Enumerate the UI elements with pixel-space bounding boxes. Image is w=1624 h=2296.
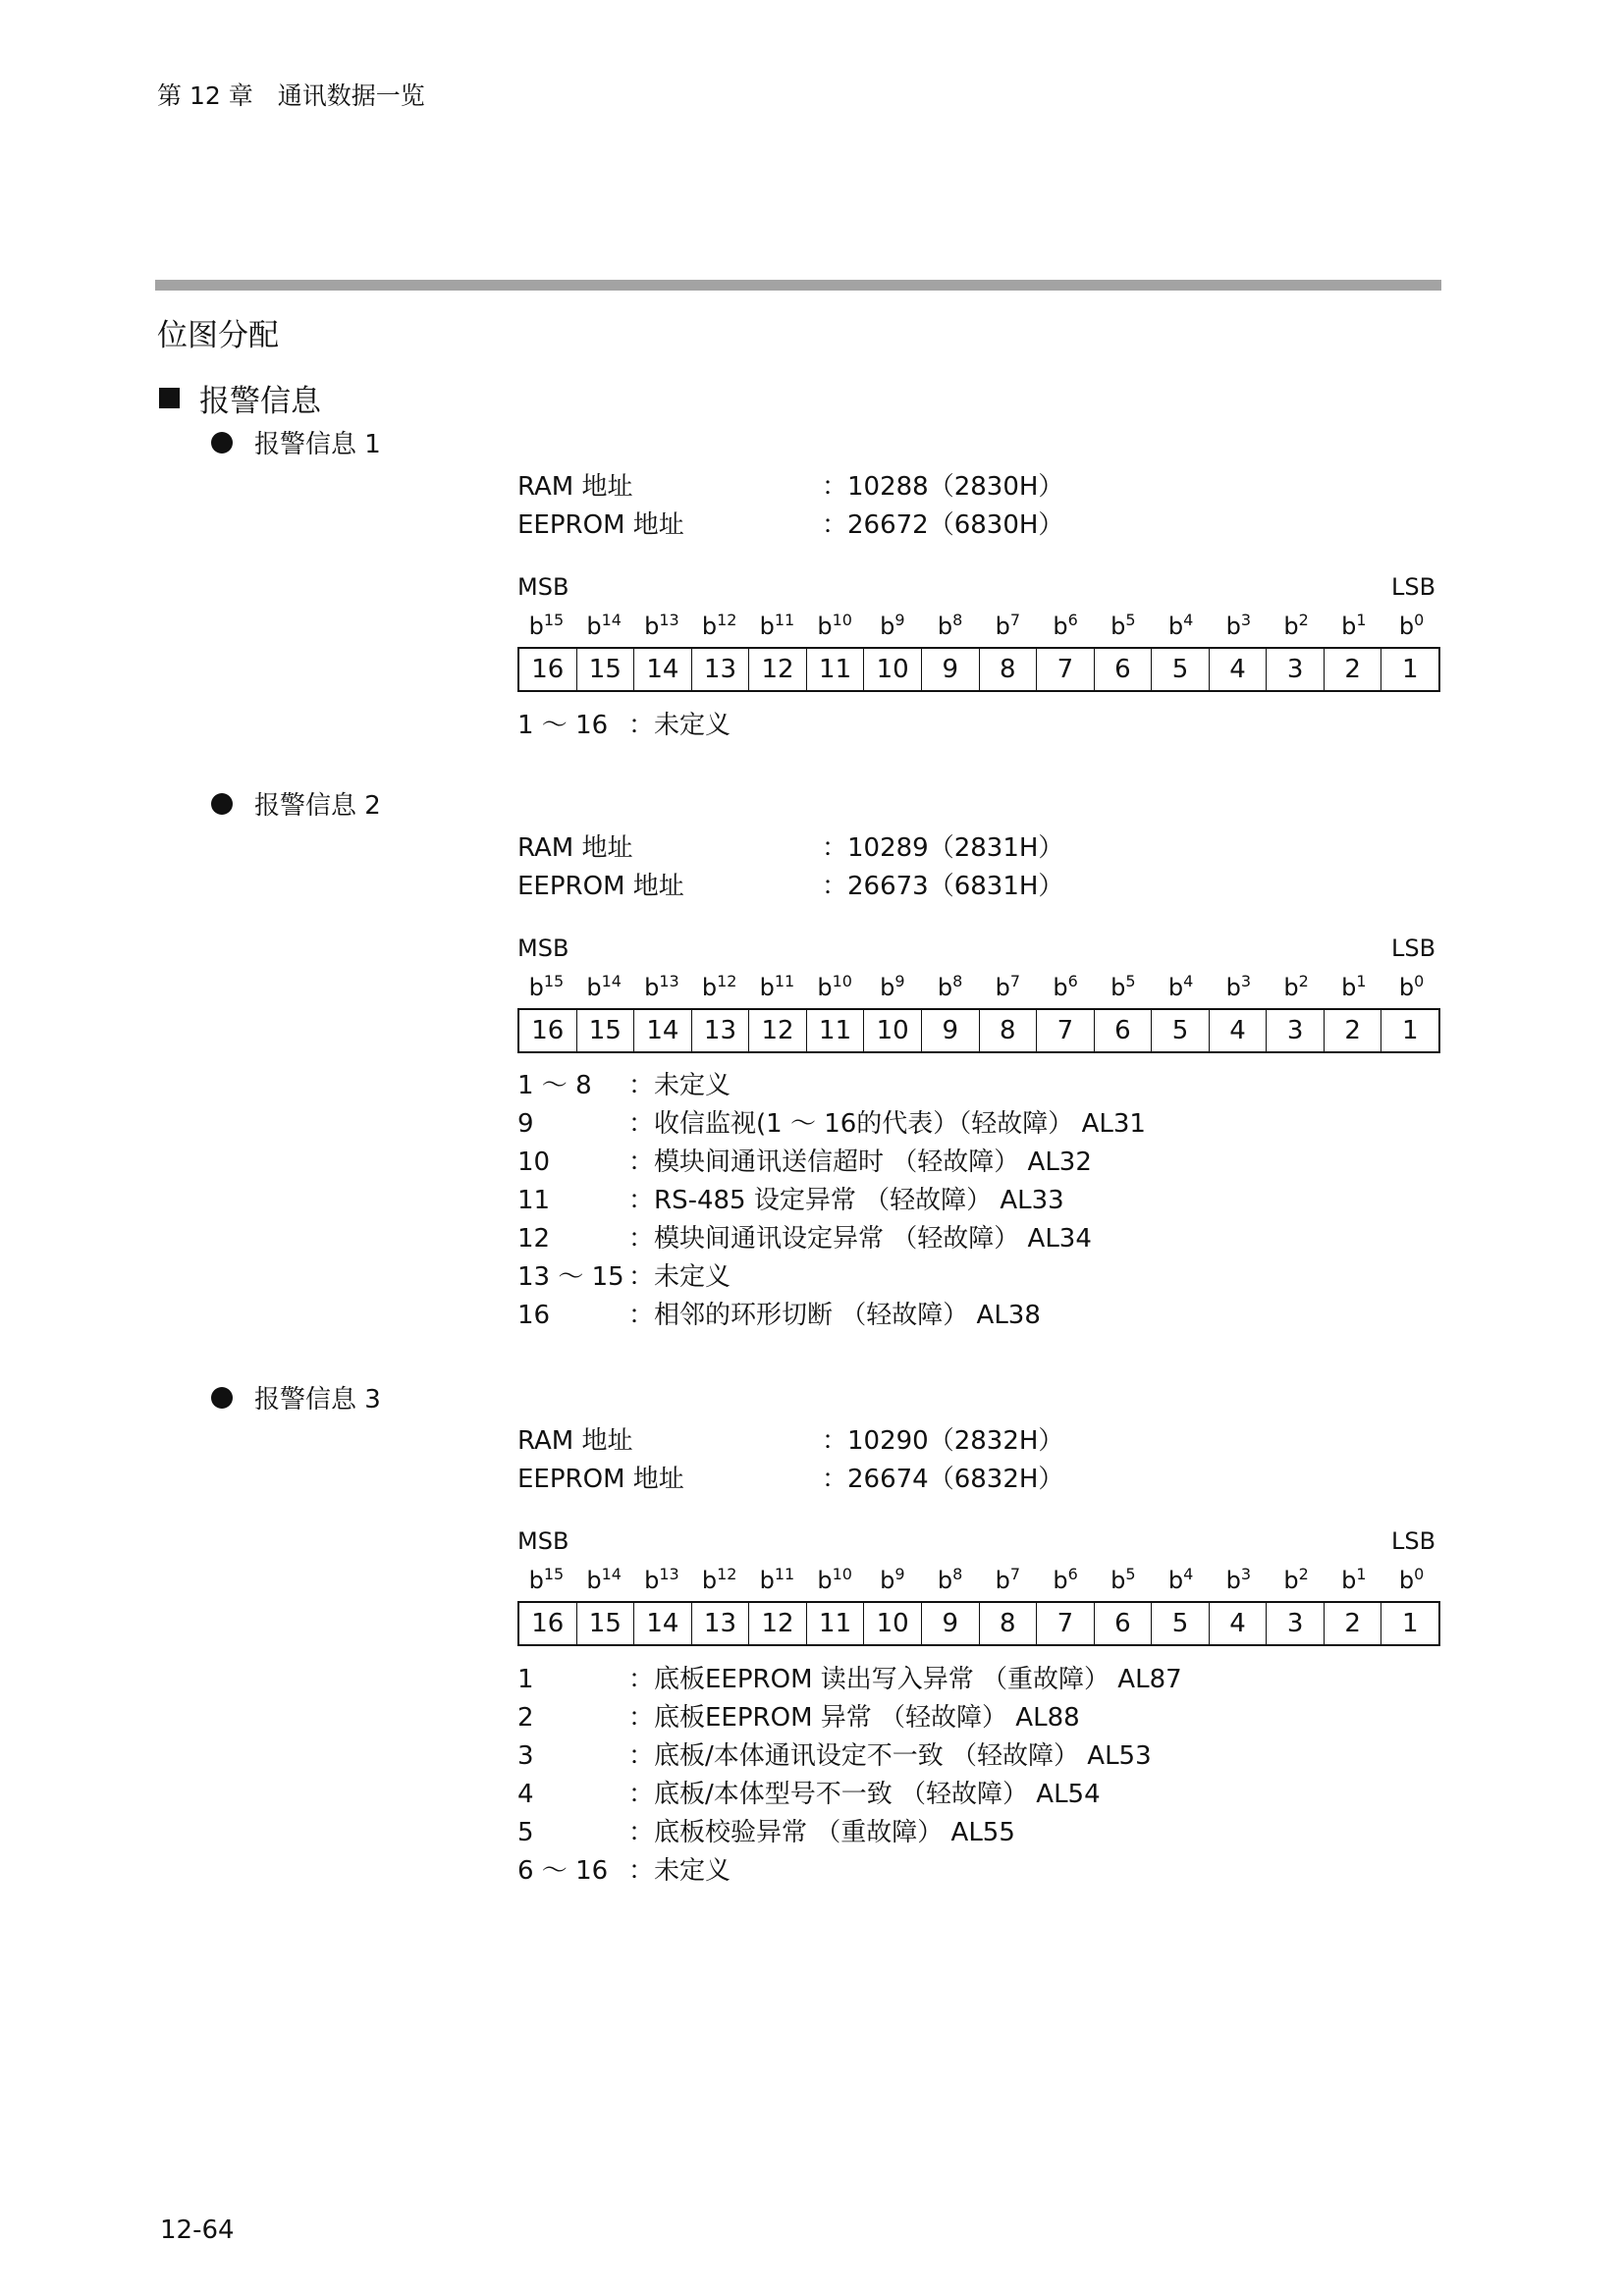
- bit-cell: 13: [691, 1010, 749, 1051]
- bit-cell: 15: [576, 1603, 634, 1644]
- bit-label: $b^7$: [995, 972, 1021, 1001]
- bit-label: $b^{14}$: [586, 972, 622, 1001]
- bit-index: 14: [601, 972, 622, 990]
- bit-cell: 5: [1151, 1603, 1209, 1644]
- bit-cell: 12: [748, 649, 806, 690]
- bit-index: 8: [952, 972, 963, 990]
- bit-cell: 4: [1209, 1603, 1267, 1644]
- bit-label: $b^8$: [937, 611, 963, 640]
- bit-label: $b^{14}$: [586, 1565, 622, 1594]
- definition-text: ：底板/本体型号不一致 （轻故障） AL54: [628, 1780, 1101, 1809]
- ram-address-label: RAM 地址: [517, 833, 633, 863]
- bit-label: $b^{15}$: [528, 1565, 565, 1594]
- definition-bits: 1 ～ 8: [517, 1071, 592, 1100]
- definition-row: [517, 1737, 1182, 1776]
- bit-label: $b^1$: [1341, 1565, 1367, 1594]
- ram-address-label: RAM 地址: [517, 472, 633, 502]
- bit-cell: 12: [748, 1010, 806, 1051]
- bit-index: 6: [1067, 972, 1078, 990]
- definition-bits: 5: [517, 1818, 534, 1847]
- bit-cell: 15: [576, 1010, 634, 1051]
- bit-index: 0: [1414, 972, 1425, 990]
- eeprom-address-label: EEPROM 地址: [517, 872, 684, 901]
- bit-label: $b^8$: [937, 972, 963, 1001]
- bit-label: $b^3$: [1225, 611, 1252, 640]
- ram-address-row: [517, 466, 1063, 503]
- bit-index: 10: [832, 611, 852, 629]
- bit-label: $b^7$: [995, 1565, 1021, 1594]
- definition-bits: 4: [517, 1780, 534, 1809]
- eeprom-address-label: EEPROM 地址: [517, 1465, 684, 1494]
- definition-row: [517, 1067, 1146, 1105]
- bit-cell: 14: [633, 1010, 691, 1051]
- bit-index: 2: [1298, 611, 1309, 629]
- bit-label: $b^5$: [1110, 972, 1136, 1001]
- bit-label: $b^{10}$: [817, 1565, 852, 1594]
- bit-index: 3: [1240, 972, 1252, 990]
- bit-cell: 11: [806, 1010, 864, 1051]
- bit-index: 9: [894, 972, 905, 990]
- block-title-text: 报警信息 2: [254, 791, 381, 821]
- bit-cell: 7: [1036, 1603, 1094, 1644]
- round-bullet-icon: [211, 1387, 233, 1409]
- chapter-header: 第 12 章 通讯数据一览: [157, 81, 425, 110]
- bit-index: 12: [717, 611, 737, 629]
- definition-text: ：相邻的环形切断 （轻故障） AL38: [628, 1301, 1041, 1330]
- bit-index: 0: [1414, 611, 1425, 629]
- bit-cell: 2: [1324, 1603, 1381, 1644]
- bit-label: $b^0$: [1398, 1565, 1425, 1594]
- eeprom-address-label: EEPROM 地址: [517, 510, 684, 540]
- definition-bits: 2: [517, 1703, 534, 1733]
- bit-cell: 16: [531, 1016, 565, 1045]
- bit-label: $b^6$: [1053, 611, 1078, 640]
- bit-label: $b^2$: [1283, 611, 1309, 640]
- bit-index: 14: [601, 1565, 622, 1583]
- section-divider: [155, 280, 1441, 291]
- bit-cell: 1: [1380, 649, 1438, 690]
- bit-cell: 2: [1324, 1010, 1381, 1051]
- bit-cell: 8: [979, 1603, 1037, 1644]
- bit-cell: 11: [806, 649, 864, 690]
- definition-text: ：收信监视(1 ～ 16的代表）（轻故障） AL31: [628, 1109, 1146, 1139]
- definition-row: [517, 1220, 1146, 1258]
- ram-address-row: [517, 828, 1063, 864]
- definition-text: ：模块间通讯设定异常 （轻故障） AL34: [628, 1224, 1092, 1254]
- definition-bits: 6 ～ 16: [517, 1856, 609, 1886]
- bit-label: $b^5$: [1110, 1565, 1136, 1594]
- bit-label: $b^3$: [1225, 972, 1252, 1001]
- eeprom-address-value: ：26673（6831H）: [822, 872, 1064, 901]
- bit-cell: 9: [921, 1603, 979, 1644]
- bit-index: 11: [774, 611, 795, 629]
- definition-text: ：模块间通讯送信超时 （轻故障） AL32: [628, 1148, 1092, 1177]
- bit-label: $b^{13}$: [644, 972, 679, 1001]
- definition-bits: 9: [517, 1109, 534, 1139]
- bit-label: $b^7$: [995, 611, 1021, 640]
- eeprom-address-row: [517, 866, 1063, 902]
- bit-cell: 6: [1094, 1603, 1152, 1644]
- definition-row: [517, 1105, 1146, 1144]
- bit-index: 3: [1240, 611, 1252, 629]
- bit-index: 7: [1009, 611, 1021, 629]
- definition-text: ：底板EEPROM 异常 （轻故障） AL88: [628, 1703, 1080, 1733]
- bit-index: 1: [1356, 1565, 1367, 1583]
- bit-label: $b^0$: [1398, 611, 1425, 640]
- bit-index: 5: [1125, 1565, 1136, 1583]
- bit-cell: 1: [1380, 1010, 1438, 1051]
- lsb-label: LSB: [1391, 573, 1436, 601]
- definition-row: [517, 1661, 1182, 1699]
- definition-row: [517, 1852, 1182, 1891]
- definition-text: ：未定义: [628, 1856, 731, 1886]
- bit-index: 6: [1067, 611, 1078, 629]
- definition-text: ：底板校验异常 （重故障） AL55: [628, 1818, 1015, 1847]
- bit-index: 7: [1009, 1565, 1021, 1583]
- bit-index: 10: [832, 972, 852, 990]
- bit-cell: 6: [1094, 1010, 1152, 1051]
- lsb-label: LSB: [1391, 934, 1436, 962]
- bit-label: $b^2$: [1283, 972, 1309, 1001]
- block-title-text: 报警信息 3: [254, 1385, 381, 1415]
- bit-index: 9: [894, 611, 905, 629]
- bit-label: $b^6$: [1053, 972, 1078, 1001]
- bit-index: 15: [543, 1565, 565, 1583]
- definition-text: ：未定义: [628, 1262, 731, 1292]
- bit-cell: 8: [979, 1010, 1037, 1051]
- definition-row: [517, 1182, 1146, 1220]
- bit-label: $b^{13}$: [644, 1565, 679, 1594]
- bit-label: $b^1$: [1341, 611, 1367, 640]
- bit-cell: 14: [633, 1603, 691, 1644]
- bit-label: $b^{15}$: [528, 611, 565, 640]
- bit-label: $b^3$: [1225, 1565, 1252, 1594]
- ram-address-value: ：10288（2830H）: [822, 472, 1064, 502]
- bit-index: 7: [1009, 972, 1021, 990]
- bit-cell: 16: [531, 655, 565, 684]
- bit-cell: 10: [863, 1010, 921, 1051]
- definition-bits: 1: [517, 1665, 534, 1694]
- bit-index: 1: [1356, 611, 1367, 629]
- bit-index: 13: [659, 1565, 679, 1583]
- definition-bits: 10: [517, 1148, 551, 1177]
- definition-row: [517, 707, 731, 745]
- bit-number-box: [517, 1008, 1440, 1053]
- bit-cell: 12: [748, 1603, 806, 1644]
- bit-definitions: [517, 1067, 1146, 1335]
- bit-label: $b^4$: [1167, 972, 1194, 1001]
- block-title-text: 报警信息 1: [254, 430, 381, 459]
- bit-cell: 10: [863, 1603, 921, 1644]
- bit-label: $b^{12}$: [701, 1565, 737, 1594]
- definition-row: [517, 1814, 1182, 1852]
- lsb-label: LSB: [1391, 1527, 1436, 1555]
- bit-index: 12: [717, 972, 737, 990]
- eeprom-address-row: [517, 1459, 1063, 1495]
- page-number: 12-64: [160, 2216, 235, 2245]
- bit-index: 5: [1125, 972, 1136, 990]
- bit-cell: 3: [1266, 1010, 1324, 1051]
- bit-index: 13: [659, 972, 679, 990]
- msb-label: MSB: [517, 1527, 569, 1555]
- square-bullet-icon: [159, 388, 180, 408]
- bit-cell: 2: [1324, 649, 1381, 690]
- bit-index: 4: [1183, 972, 1194, 990]
- bit-cell: 8: [979, 649, 1037, 690]
- definition-bits: 3: [517, 1741, 534, 1771]
- bit-definitions: [517, 1661, 1182, 1891]
- bit-cell: 6: [1094, 649, 1152, 690]
- bit-index: 15: [543, 972, 565, 990]
- bit-cell: 7: [1036, 649, 1094, 690]
- definition-text: ：未定义: [628, 1071, 731, 1100]
- definition-bits: 1 ～ 16: [517, 711, 609, 740]
- bit-label: $b^5$: [1110, 611, 1136, 640]
- bit-label: $b^{10}$: [817, 611, 852, 640]
- bit-cell: 4: [1209, 649, 1267, 690]
- bit-index: 4: [1183, 1565, 1194, 1583]
- bit-index: 5: [1125, 611, 1136, 629]
- bit-number-box: [517, 1601, 1440, 1646]
- ram-address-value: ：10290（2832H）: [822, 1426, 1064, 1456]
- bit-label: $b^4$: [1167, 1565, 1194, 1594]
- block-title: [211, 424, 381, 460]
- definition-bits: 13 ～ 15: [517, 1262, 624, 1292]
- bit-label: $b^{11}$: [759, 611, 795, 640]
- round-bullet-icon: [211, 432, 233, 454]
- bit-index: 15: [543, 611, 565, 629]
- bit-cell: 15: [576, 649, 634, 690]
- round-bullet-icon: [211, 793, 233, 815]
- ram-address-label: RAM 地址: [517, 1426, 633, 1456]
- block-title: [211, 1379, 381, 1415]
- bit-index: 3: [1240, 1565, 1252, 1583]
- bit-label: $b^{11}$: [759, 1565, 795, 1594]
- bit-cell: 10: [863, 649, 921, 690]
- msb-label: MSB: [517, 573, 569, 601]
- bit-cell: 13: [691, 649, 749, 690]
- bit-label: $b^1$: [1341, 972, 1367, 1001]
- eeprom-address-value: ：26672（6830H）: [822, 510, 1064, 540]
- bit-cell: 14: [633, 649, 691, 690]
- msb-label: MSB: [517, 934, 569, 962]
- ram-address-value: ：10289（2831H）: [822, 833, 1064, 863]
- bit-index: 9: [894, 1565, 905, 1583]
- bit-label: $b^{10}$: [817, 972, 852, 1001]
- eeprom-address-value: ：26674（6832H）: [822, 1465, 1064, 1494]
- bit-index: 11: [774, 972, 795, 990]
- section-title: 位图分配: [157, 318, 279, 353]
- bit-label: $b^2$: [1283, 1565, 1309, 1594]
- definition-bits: 16: [517, 1301, 551, 1330]
- eeprom-address-row: [517, 505, 1063, 541]
- definition-text: ：RS-485 设定异常 （轻故障） AL33: [628, 1186, 1064, 1215]
- bit-index: 1: [1356, 972, 1367, 990]
- bit-cell: 5: [1151, 649, 1209, 690]
- bit-label-row: [517, 972, 1440, 1001]
- bit-index: 10: [832, 1565, 852, 1583]
- sub-heading-text: 报警信息: [199, 384, 321, 419]
- bit-index: 6: [1067, 1565, 1078, 1583]
- definition-bits: 11: [517, 1186, 551, 1215]
- bit-label: $b^0$: [1398, 972, 1425, 1001]
- bit-index: 2: [1298, 972, 1309, 990]
- bit-cell: 5: [1151, 1010, 1209, 1051]
- bit-label: $b^{15}$: [528, 972, 565, 1001]
- bit-label-row: [517, 611, 1440, 640]
- definition-text: ：底板/本体通讯设定不一致 （轻故障） AL53: [628, 1741, 1152, 1771]
- bit-cell: 3: [1266, 1603, 1324, 1644]
- definition-bits: 12: [517, 1224, 551, 1254]
- sub-heading: [159, 376, 321, 420]
- definition-row: [517, 1258, 1146, 1297]
- bit-label: $b^8$: [937, 1565, 963, 1594]
- bit-cell: 16: [531, 1609, 565, 1638]
- definition-text: ：未定义: [628, 711, 731, 740]
- bit-index: 8: [952, 1565, 963, 1583]
- ram-address-row: [517, 1420, 1063, 1457]
- bit-cell: 1: [1380, 1603, 1438, 1644]
- bit-index: 11: [774, 1565, 795, 1583]
- bit-index: 8: [952, 611, 963, 629]
- bit-label: $b^{11}$: [759, 972, 795, 1001]
- bit-cell: 9: [921, 1010, 979, 1051]
- bit-cell: 13: [691, 1603, 749, 1644]
- bit-cell: 3: [1266, 649, 1324, 690]
- bit-number-box: [517, 647, 1440, 692]
- definition-row: [517, 1776, 1182, 1814]
- bit-index: 4: [1183, 611, 1194, 629]
- bit-label: $b^{14}$: [586, 611, 622, 640]
- bit-label-row: [517, 1565, 1440, 1594]
- bit-index: 0: [1414, 1565, 1425, 1583]
- block-title: [211, 785, 381, 822]
- bit-cell: 11: [806, 1603, 864, 1644]
- bit-label: $b^4$: [1167, 611, 1194, 640]
- bit-cell: 4: [1209, 1010, 1267, 1051]
- bit-index: 2: [1298, 1565, 1309, 1583]
- definition-row: [517, 1699, 1182, 1737]
- bit-label: $b^9$: [880, 611, 905, 640]
- bit-cell: 9: [921, 649, 979, 690]
- bit-definitions: [517, 707, 731, 745]
- definition-row: [517, 1297, 1146, 1335]
- bit-label: $b^9$: [880, 1565, 905, 1594]
- bit-index: 13: [659, 611, 679, 629]
- bit-label: $b^6$: [1053, 1565, 1078, 1594]
- bit-label: $b^{12}$: [701, 611, 737, 640]
- bit-label: $b^{13}$: [644, 611, 679, 640]
- bit-index: 14: [601, 611, 622, 629]
- bit-label: $b^9$: [880, 972, 905, 1001]
- definition-row: [517, 1144, 1146, 1182]
- bit-index: 12: [717, 1565, 737, 1583]
- bit-label: $b^{12}$: [701, 972, 737, 1001]
- definition-text: ：底板EEPROM 读出写入异常 （重故障） AL87: [628, 1665, 1182, 1694]
- bit-cell: 7: [1036, 1010, 1094, 1051]
